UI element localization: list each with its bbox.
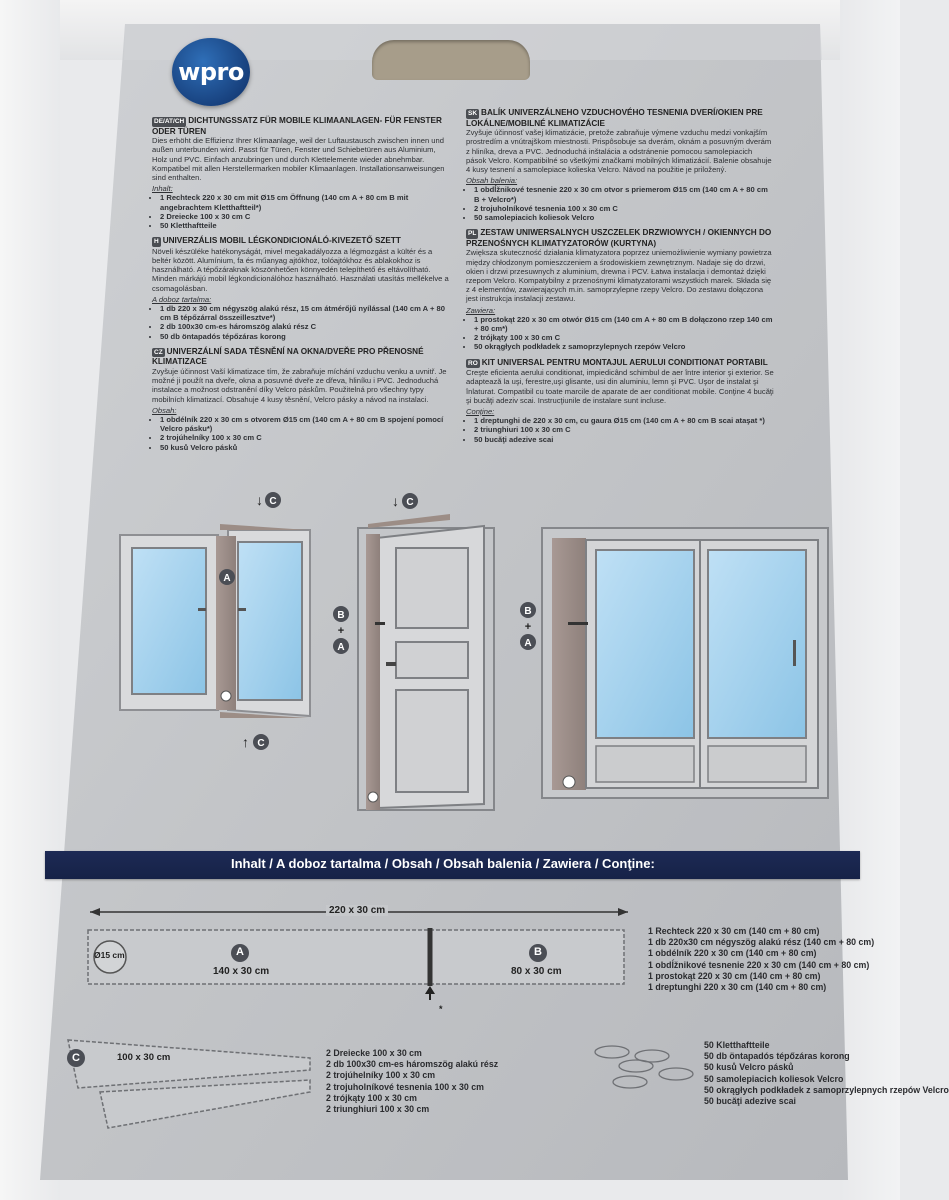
contents-item: • 1 obdĺžnikové tesnenie 220 x 30 cm otvor s priemerom Ø15 cm (140 cm A + 80 cm B + Velcro*) (474, 185, 774, 203)
svg-text:A: A (223, 573, 231, 584)
rect-a-size: 140 x 30 cm (213, 966, 270, 977)
joint-mark: * (439, 1004, 443, 1014)
contents-banner-text: Inhalt / A doboz tartalma / Obsah / Obsah balenia / Zawiera / Conţine: (231, 856, 655, 871)
contents-label: Obsah: (152, 405, 177, 415)
contents-list (466, 185, 774, 222)
contents-item: • 50 db öntapadós tépőzáras korong (160, 332, 452, 341)
contents-label: Conţine: (466, 407, 495, 417)
contents-item: • 2 triunghiuri 100 x 30 cm C (474, 425, 774, 434)
window-seal-a (216, 536, 236, 710)
language-section (466, 108, 774, 222)
contents-list (466, 416, 774, 444)
section-body: Zwiększa skuteczność działania klimatyzatora poprzez uniemożliwienie wymiany powietrza między chłodzonym pomieszczeniem a środowiskiem zewnętrznym. Nadaje się do drzwi, okien i drzwi przesuwnych z aluminium, drewna i PCV. Łatwa instalacja i demontaż dzięki rzepom Velcro. Kompatybilny z przenośnymi klimatyzatorami wszystkich marek. Składa się z 4 elementów, zawierających m.in. samoprzylepne rzepy Velcro. Do zestawu dołączona jest instrukcja instalacji zestawu. (466, 248, 772, 304)
description-line: 50 kusů Velcro pásků (704, 1062, 794, 1073)
description-line: 2 trójkąty 100 x 30 cm (326, 1092, 417, 1103)
language-code: RO (468, 359, 478, 367)
velcro-dots-drawing (590, 1040, 700, 1096)
contents-label: Obsah balenia: (466, 176, 518, 186)
description-line: 1 db 220x30 cm négyszög alakú rész (140 cm + 80 cm) (648, 937, 875, 948)
language-code: CZ (154, 348, 163, 356)
rect-a-marker: A (236, 946, 244, 958)
section-body: Dies erhöht die Effizienz Ihrer Klimaanlage, weil der Luftaustausch zwischen innen und außen unterbunden wird. Passt für Türen, Fenster und Schiebetüren aus Aluminium, Holz und PVC. Einfach anzubringen und durch Klettelemente wieder abnehmbar. Kompatibel mit allen Herstellermarken mobiler Klimaanlagen. Installationsanweisungen sind enthalten. (152, 136, 445, 182)
triangle-piece-descriptions (326, 1048, 498, 1115)
rect-length-label: 220 x 30 cm (326, 905, 388, 916)
section-title (466, 358, 774, 369)
contents-item: • 1 dreptunghi de 220 x 30 cm, cu gaura Ø15 cm (140 cm A + 80 cm B scai ataşat *) (474, 416, 774, 425)
section-body: Creşte eficienta aerului conditionat, impiedicând schimbul de aer între interior şi exterior. Se adaptează la uşi, ferestre,uşi glisante, usi din aluminiu, lemn şi PVC. Uşor de instalat şi înlaturat. Compatibil cu toate marcile de aparate de aer conditionat mobile. Conţine 4 bucăţi şi bucăţi adeziv scai. Instrucţiunile de instalare sunt incluse. (466, 368, 774, 405)
window-illustration (120, 492, 310, 750)
contents-item: • 1 prostokąt 220 x 30 cm otwór Ø15 cm (140 cm A + 80 cm B dołączono rzep 140 cm + 80 cm*) (474, 315, 774, 333)
description-line: 1 dreptunghi 220 x 30 cm (140 cm + 80 cm) (648, 982, 827, 993)
contents-banner (45, 851, 860, 879)
contents-label: Zawiera: (466, 305, 496, 315)
contents-item: • 50 Kletthaftteile (160, 221, 452, 230)
language-code: SK (468, 110, 478, 117)
svg-text:+: + (337, 625, 345, 637)
sliding-door-seal (552, 538, 586, 790)
text-column-left (152, 116, 452, 458)
description-line: 50 db öntapadós tépőzáras korong (704, 1051, 850, 1062)
section-heading: UNIVERZÁLIS MOBIL LÉGKONDICIONÁLÓ-KIVEZETŐ SZETT (162, 236, 401, 246)
svg-text:C: C (406, 497, 414, 508)
contents-item: • 2 Dreiecke 100 x 30 cm C (160, 212, 452, 221)
contents-label: Inhalt: (152, 184, 173, 194)
contents-item: • 1 Rechteck 220 x 30 cm mit Ø15 cm Öffnung (140 cm A + 80 cm B mit angebrachtem Kletthaftteil*) (160, 193, 452, 211)
section-heading: BALÍK UNIVERZÁLNEHO VZDUCHOVÉHO TESNENIA DVERÍ/OKIEN PRE LOKÁLNE/MOBILNÉ KLIMATIZÁCIE (466, 108, 763, 128)
language-section (152, 347, 452, 452)
section-title (466, 108, 774, 128)
triangle-piece-drawing (60, 1030, 330, 1130)
contents-list (466, 315, 774, 352)
description-line: 1 prostokąt 220 x 30 cm (140 cm + 80 cm) (648, 970, 821, 981)
contents-item: • 50 bucăţi adezive scai (474, 435, 774, 444)
language-code: DE/AT/CH (154, 118, 185, 125)
svg-text:+: + (524, 621, 532, 633)
section-title (152, 236, 452, 247)
section-body: Zvyšuje účinnosť vašej klimatizácie, pretože zabraňuje výmene vzduchu medzi vonkajším prostredím a vnútrajškom miestnosti. Prispôsobuje sa dverám, oknám a posuvným dverám z hliníka, dreva a PVC. Jednoduchá inštalácia a odstránenie pomocou samolepiacich pások Velcro. Kompatibilné so všetkými značkami mobilných klimatizácií. Balenie obsahuje 4 kusy tesnení a samolepiace kolieska Velcro. Návod na použitie je priložený. (466, 128, 772, 174)
language-section (152, 236, 452, 341)
rect-piece-drawing (80, 900, 640, 1010)
description-line: 50 bucăţi adezive scai (704, 1096, 796, 1107)
section-body: Zvyšuje účinnost Vaší klimatizace tím, že zabraňuje míchání vzduchu venku a uvnitř. Je možné ji použít na dveře, okna a posuvné dveře ze dřeva, hliníku i PVC. Jednoduchá instalace a možnost odstranění díky Velcro páskům. Použitelná pro všechny typy mobilních klimatizací. Obsahuje 4 kusy těsnění, Velcro pásky a návod na instalaci. (152, 367, 447, 404)
contents-item: • 2 trojúhelníky 100 x 30 cm C (160, 433, 452, 442)
triangle-c-marker: C (72, 1052, 80, 1064)
svg-text:C: C (257, 738, 265, 749)
description-line: 50 samolepiacich koliesok Velcro (704, 1073, 844, 1084)
section-heading: KIT UNIVERSAL PENTRU MONTAJUL AERULUI CONDITIONAT PORTABIL (481, 357, 768, 367)
installation-illustrations (120, 490, 820, 820)
velcro-descriptions (704, 1040, 949, 1107)
svg-text:↓: ↓ (392, 493, 399, 509)
section-heading: DICHTUNGSSATZ FÜR MOBILE KLIMAANLAGEN- FÜR FENSTER ODER TÜREN (152, 116, 442, 136)
language-section (152, 116, 452, 230)
language-section (466, 228, 774, 351)
section-body: Növeli készüléke hatékonyságát, mivel megakadályozza a légmozgást a kültér és a beltér között. Alumínium, fa és műanyag ajtókhoz, tolóajtókhoz és ablakokhoz is használható. A tépőzáraknak köszönhetően könnyedén telepíthető és eltávolítható. Minden márkájú mobil légkondicionálóhoz használható. Használati utasítás mellékelve a csomagolásban. (152, 246, 449, 293)
description-line: 1 obdĺžnikové tesnenie 220 x 30 cm (140 cm + 80 cm) (648, 959, 870, 970)
contents-item: • 2 trójkąty 100 x 30 cm C (474, 333, 774, 342)
sliding-door-illustration (520, 528, 828, 798)
description-line: 1 obdélník 220 x 30 cm (140 cm + 80 cm) (648, 948, 817, 959)
description-line: 2 trojuholníkové tesnenia 100 x 30 cm (326, 1081, 484, 1092)
description-line: 1 Rechteck 220 x 30 cm (140 cm + 80 cm) (648, 926, 820, 936)
svg-text:B: B (524, 606, 532, 617)
section-title (152, 347, 452, 367)
language-code: H (154, 238, 159, 246)
contents-item: • 50 kusů Velcro pásků (160, 443, 452, 452)
section-title (466, 228, 774, 248)
language-code: PL (468, 230, 477, 238)
section-heading: UNIVERZÁLNÍ SADA TĚSNĚNÍ NA OKNA/DVEŘE PRO PŘENOSNÉ KLIMATIZACE (152, 346, 424, 367)
rect-piece-descriptions (648, 926, 874, 993)
svg-text:C: C (269, 496, 277, 507)
contents-list (152, 304, 452, 341)
contents-item: • 50 okrągłych podkładek z samoprzylepnych rzepów Velcro (474, 342, 774, 351)
triangle-size: 100 x 30 cm (117, 1052, 171, 1063)
door-seal (366, 534, 380, 810)
contents-item: • 2 trojuholníkové tesnenia 100 x 30 cm C (474, 204, 774, 213)
door-illustration (333, 493, 494, 810)
contents-label: A doboz tartalma: (152, 294, 212, 304)
rect-hole-label: Ø15 cm (94, 950, 125, 960)
description-line: 2 db 100x30 cm-es háromszög alakú rész (326, 1059, 499, 1070)
section-heading: ZESTAW UNIWERSALNYCH USZCZELEK DRZWIOWYCH / OKIENNYCH DO PRZENOŚNYCH KLIMATYZATORÓW (KURTYNA) (466, 228, 772, 248)
svg-text:B: B (337, 610, 345, 621)
section-title (152, 116, 452, 136)
description-line: 2 triunghiuri 100 x 30 cm (326, 1104, 430, 1115)
contents-list (152, 415, 452, 452)
rect-b-marker: B (534, 946, 542, 958)
description-line: 2 Dreiecke 100 x 30 cm (326, 1048, 422, 1058)
contents-item: • 1 db 220 x 30 cm négyszög alakú rész, 15 cm átmérőjű nyílással (140 cm A + 80 cm B tépőzárral összeillesztve*) (160, 304, 452, 322)
language-section (466, 358, 774, 444)
door-triangle (368, 514, 450, 528)
contents-list (152, 193, 452, 230)
description-line: 2 trojúhelníky 100 x 30 cm (326, 1070, 436, 1081)
contents-item: • 2 db 100x30 cm-es háromszög alakú rész C (160, 322, 452, 331)
svg-text:A: A (337, 642, 345, 653)
hang-slot (372, 40, 530, 80)
svg-text:↑: ↑ (242, 734, 249, 750)
contents-item: • 1 obdélník 220 x 30 cm s otvorem Ø15 cm (140 cm A + 80 cm B spojení pomocí Velcro pásku*) (160, 415, 452, 433)
description-line: 50 okrągłych podkładek z samoprzylepnych rzepów Velcro (704, 1084, 949, 1095)
wpro-logo: wpro (172, 38, 250, 106)
text-column-right (466, 108, 774, 450)
rect-b-size: 80 x 30 cm (511, 966, 562, 977)
contents-item: • 50 samolepiacich koliesok Velcro (474, 213, 774, 222)
svg-text:↓: ↓ (256, 492, 263, 508)
svg-text:A: A (524, 638, 532, 649)
description-line: 50 Kletthaftteile (704, 1040, 770, 1050)
